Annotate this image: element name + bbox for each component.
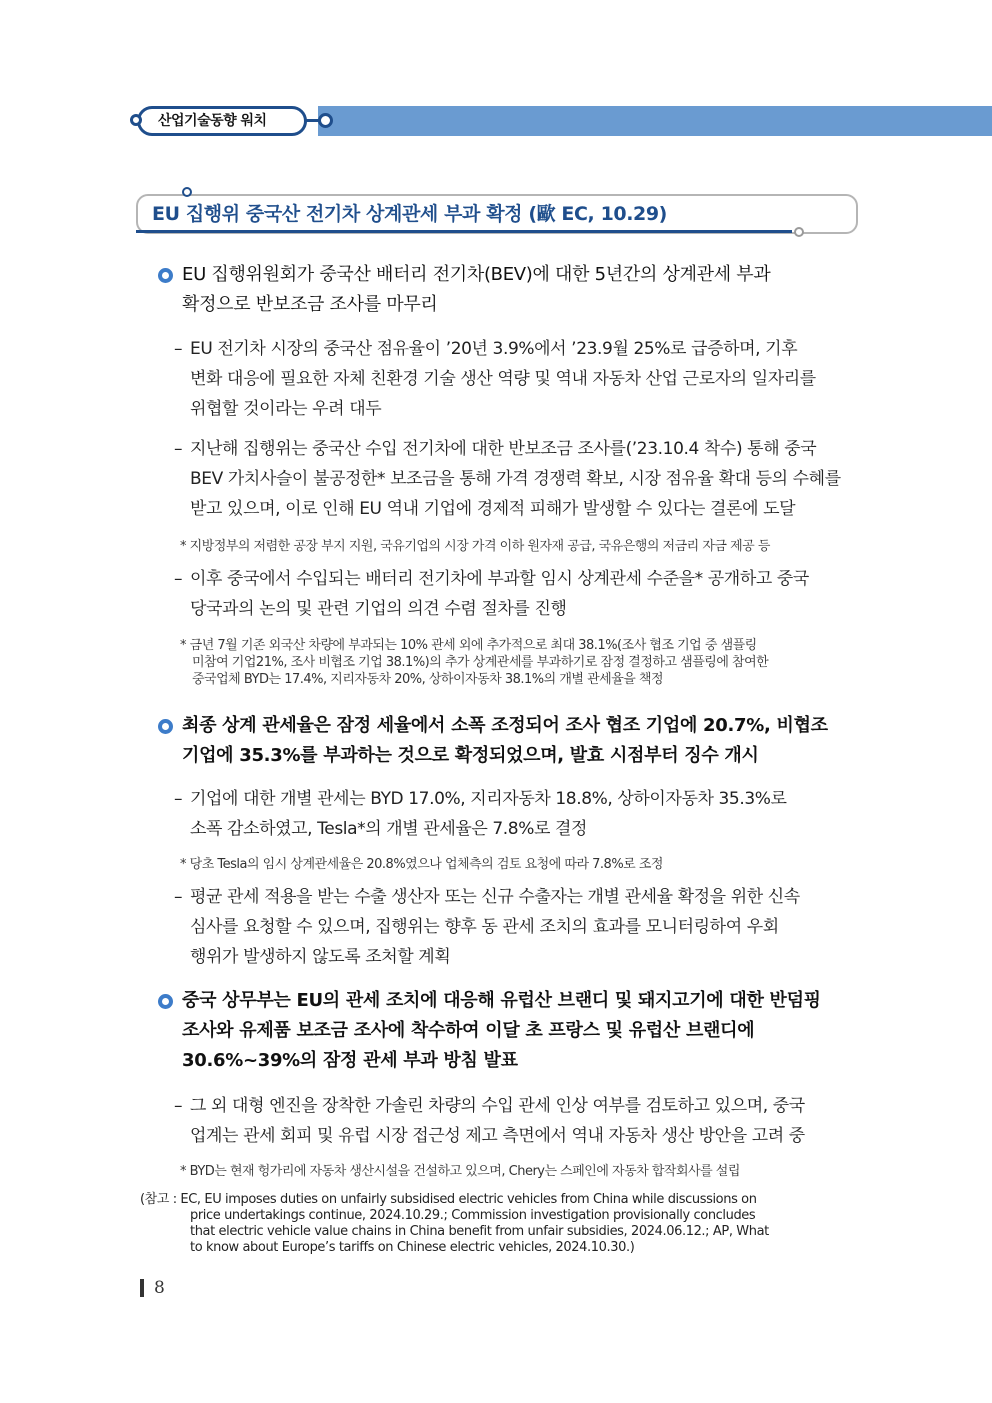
circle-bullet-icon xyxy=(158,719,173,734)
subparagraph-1b xyxy=(190,434,858,524)
dash-marker: – xyxy=(174,439,183,459)
text-line: 미참여 기업21%, 조사 비협조 기업 38.1%)의 추가 상계관세를 부과하기로 잠정 결정하고 샘플링에 참여한 xyxy=(192,655,769,670)
reference-note xyxy=(140,1192,860,1256)
text-line: 중국 상무부는 EU의 관세 조치에 대응해 유럽산 브랜디 및 돼지고기에 대한 반덤핑 xyxy=(182,990,821,1011)
text-line: * 금년 7월 기존 외국산 차량에 부과되는 10% 관세 외에 추가적으로 최대 38.1%(조사 협조 기업 중 샘플링 xyxy=(180,638,757,653)
page-number: 8 xyxy=(154,1278,165,1298)
text-line: 행위가 발생하지 않도록 조처할 계획 xyxy=(190,947,451,967)
text-line: 기업에 35.3%를 부과하는 것으로 확정되었으며, 발효 시점부터 징수 개시 xyxy=(182,745,759,766)
header-pill-label: 산업기술동향 워치 xyxy=(158,113,267,129)
text-line: 그 외 대형 엔진을 장착한 가솔린 차량의 수입 관세 인상 여부를 검토하고 있으며, 중국 xyxy=(190,1096,805,1116)
text-line: * 당초 Tesla의 임시 상계관세율은 20.8%였으나 업체측의 검토 요청에 따라 7.8%로 조정 xyxy=(180,857,663,872)
text-line: 30.6%~39%의 잠정 관세 부과 방침 발표 xyxy=(182,1050,518,1071)
footnote-2a xyxy=(180,856,860,873)
text-line: 받고 있으며, 이로 인해 EU 역내 기업에 경제적 피해가 발생할 수 있다는 결론에 도달 xyxy=(190,499,796,519)
dash-marker: – xyxy=(174,569,183,589)
text-line: EU 전기차 시장의 중국산 점유율이 ’20년 3.9%에서 ’23.9월 25%로 급증하며, 기후 xyxy=(190,339,798,359)
header-connector-dot xyxy=(318,113,333,128)
section-title-end-dot xyxy=(794,227,804,237)
paragraph-2 xyxy=(182,711,858,771)
page-number-bar xyxy=(140,1279,144,1297)
text-line: 최종 상계 관세율은 잠정 세율에서 소폭 조정되어 조사 협조 기업에 20.7%, 비협조 xyxy=(182,715,828,736)
text-line: 변화 대응에 필요한 자체 친환경 기술 생산 역량 및 역내 자동차 산업 근로자의 일자리를 xyxy=(190,369,816,389)
section-title: EU 집행위 중국산 전기차 상계관세 부과 확정 (歐 EC, 10.29) xyxy=(152,203,667,225)
text-line: 업계는 관세 회피 및 유럽 시장 접근성 제고 측면에서 역내 자동차 생산 방안을 고려 중 xyxy=(190,1126,805,1146)
text-line: 소폭 감소하였고, Tesla*의 개별 관세율은 7.8%로 결정 xyxy=(190,819,588,839)
subparagraph-1c xyxy=(190,564,858,624)
dash-marker: – xyxy=(174,339,183,359)
paragraph-3 xyxy=(182,986,858,1076)
text-line: EU 집행위원회가 중국산 배터리 전기차(BEV)에 대한 5년간의 상계관세 부과 xyxy=(182,264,771,285)
text-line: 확정으로 반보조금 조사를 마무리 xyxy=(182,294,438,315)
section-title-dot xyxy=(182,187,192,197)
text-line: * BYD는 현재 헝가리에 자동차 생산시설을 건설하고 있으며, Chery는 스페인에 자동차 합작회사를 설립 xyxy=(180,1164,740,1179)
footnote-3a xyxy=(180,1163,860,1180)
text-line: to know about Europe’s tariffs on Chinese electric vehicles, 2024.10.30.) xyxy=(190,1240,635,1255)
text-line: 평균 관세 적용을 받는 수출 생산자 또는 신규 수출자는 개별 관세율 확정을 위한 신속 xyxy=(190,887,800,907)
text-line: 위협할 것이라는 우려 대두 xyxy=(190,399,382,419)
text-line: that electric vehicle value chains in China benefit from unfair subsidies, 2024.06.12.; AP, What xyxy=(190,1224,769,1239)
section-title-underline xyxy=(136,230,792,233)
text-line: 조사와 유제품 보조금 조사에 착수하여 이달 초 프랑스 및 유럽산 브랜디에 xyxy=(182,1020,755,1041)
header-pill-dot xyxy=(130,114,142,126)
footnote-1b xyxy=(180,538,860,555)
text-line: 중국업체 BYD는 17.4%, 지리자동차 20%, 상하이자동차 38.1%의 개별 관세율을 책정 xyxy=(192,672,664,687)
text-line: BEV 가치사슬이 불공정한* 보조금을 통해 가격 경쟁력 확보, 시장 점유율 확대 등의 수혜를 xyxy=(190,469,841,489)
subparagraph-1a xyxy=(190,334,858,424)
circle-bullet-icon xyxy=(158,994,173,1009)
dash-marker: – xyxy=(174,887,183,907)
dash-marker: – xyxy=(174,1096,183,1116)
circle-bullet-icon xyxy=(158,268,173,283)
text-line: 지난해 집행위는 중국산 수입 전기차에 대한 반보조금 조사를(’23.10.4 착수) 통해 중국 xyxy=(190,439,817,459)
subparagraph-2a xyxy=(190,784,858,844)
text-line: price undertakings continue, 2024.10.29.; Commission investigation provisionally concludes xyxy=(190,1208,756,1223)
text-line: 이후 중국에서 수입되는 배터리 전기차에 부과할 임시 상계관세 수준을* 공개하고 중국 xyxy=(190,569,809,589)
dash-marker: – xyxy=(174,789,183,809)
text-line: 기업에 대한 개별 관세는 BYD 17.0%, 지리자동차 18.8%, 상하이자동차 35.3%로 xyxy=(190,789,787,809)
subparagraph-2b xyxy=(190,882,858,972)
text-line: * 지방정부의 저렴한 공장 부지 지원, 국유기업의 시장 가격 이하 원자재 공급, 국유은행의 저금리 자금 제공 등 xyxy=(180,539,770,554)
header-band xyxy=(318,106,992,136)
subparagraph-3a xyxy=(190,1091,858,1151)
footnote-1c xyxy=(180,637,860,688)
text-line: 심사를 요청할 수 있으며, 집행위는 향후 동 관세 조치의 효과를 모니터링하여 우회 xyxy=(190,917,779,937)
paragraph-1 xyxy=(182,260,858,320)
text-line: (참고 : EC, EU imposes duties on unfairly subsidised electric vehicles from China while discussions on xyxy=(140,1192,757,1207)
text-line: 당국과의 논의 및 관련 기업의 의견 수렴 절차를 진행 xyxy=(190,599,567,619)
